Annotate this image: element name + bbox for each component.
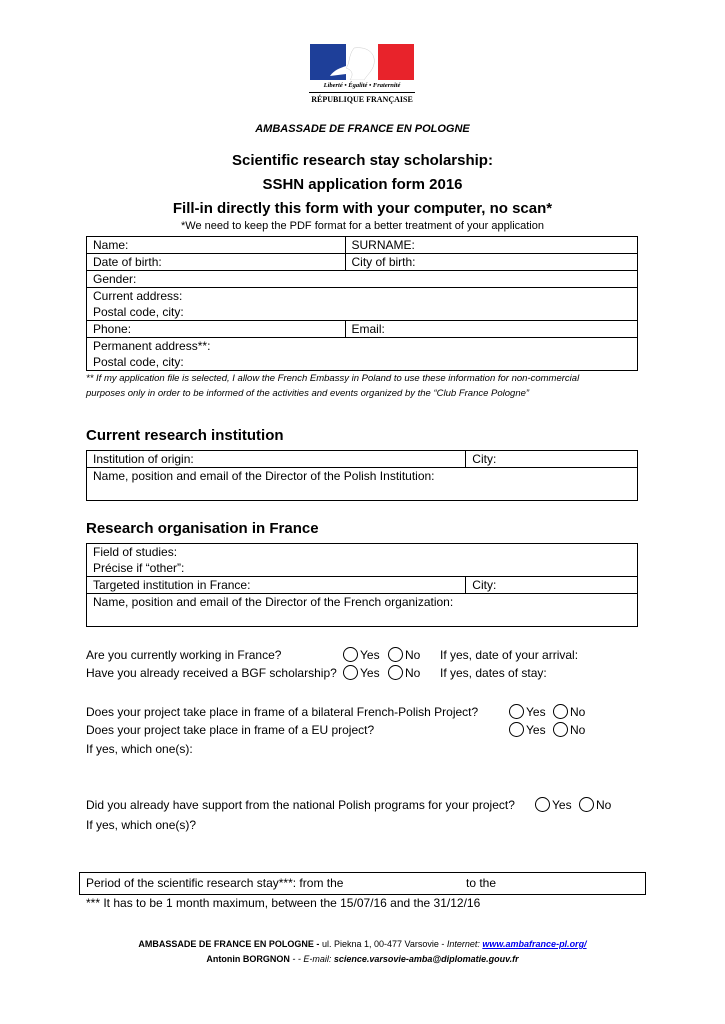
table-row [87,321,638,338]
no-label: No [570,722,586,737]
which-one-label: If yes, which one(s)? [86,818,197,832]
footnote-line1: ** If my application file is selected, I allow the French Embassy in Poland to use these information for non-commercial [86,373,580,384]
current-research-heading: Current research institution [86,427,284,444]
precise-other-label: Précise if “other”: [93,561,185,575]
city-of-birth-field[interactable] [345,254,638,271]
polish-director-field[interactable] [87,468,638,501]
period-from-label: Period of the scientific research stay***: from the [86,876,344,890]
surname-label: SURNAME: [351,238,415,252]
embassy-name: AMBASSADE DE FRANCE EN POLOGNE [255,123,470,135]
table-row [87,577,638,594]
table-row [87,544,638,577]
yes-label: Yes [526,704,546,719]
targeted-institution-label: Targeted institution in France: [93,578,251,592]
gender-field[interactable] [87,271,638,288]
polish-director-label: Name, position and email of the Director of the Polish Institution: [93,469,435,483]
dob-label: Date of birth: [93,255,162,269]
support-no-option[interactable] [579,797,611,812]
which-one-label: If yes, which one(s): [86,742,193,756]
period-note: *** It has to be 1 month maximum, between the 15/07/16 and the 31/12/16 [86,896,481,910]
no-label: No [596,797,612,812]
pdf-format-note: *We need to keep the PDF format for a better treatment of your application [181,220,544,232]
marianne-flag-icon [310,44,414,80]
email-field[interactable] [345,321,638,338]
origin-city-field[interactable] [466,451,638,468]
table-row [87,288,638,321]
gender-label: Gender: [93,272,137,286]
targeted-institution-field[interactable] [87,577,466,594]
dates-of-stay-label: If yes, dates of stay: [440,666,547,680]
institution-origin-field[interactable] [87,451,466,468]
radio-icon[interactable] [535,797,550,812]
name-field[interactable] [87,237,346,254]
table-row [87,254,638,271]
table-row [87,468,638,501]
current-research-table [86,450,638,501]
radio-icon[interactable] [343,665,358,680]
yes-label: Yes [360,647,380,662]
footer-email-label: - - E-mail: [289,954,334,964]
footer-internet-label: Internet: [446,939,483,949]
french-director-label: Name, position and email of the Director of the French organization: [93,595,454,609]
support-yes-option[interactable] [535,797,572,812]
bgf-no-option[interactable] [388,665,420,680]
eu-project-question: Does your project take place in frame of a EU project? [86,723,375,737]
name-label: Name: [93,238,129,252]
permanent-address-label: Permanent address**: [93,339,211,353]
website-link[interactable]: www.ambafrance-pl.org/ [482,939,587,949]
surname-field[interactable] [345,237,638,254]
phone-label: Phone: [93,322,132,336]
france-research-heading: Research organisation in France [86,520,319,537]
footer-email[interactable]: science.varsovie-amba@diplomatie.gouv.fr [333,954,519,964]
permanent-address-field[interactable] [87,338,638,371]
field-of-studies-field[interactable] [87,544,638,577]
table-row [87,451,638,468]
bilateral-no-option[interactable] [553,704,585,719]
form-title-line2: SSHN application form 2016 [262,176,463,193]
table-row [87,271,638,288]
city-of-birth-label: City of birth: [351,255,416,269]
table-row [87,338,638,371]
working-yes-option[interactable] [343,647,380,662]
footer-line2 [0,954,725,964]
eu-yes-option[interactable] [509,722,546,737]
bilateral-yes-option[interactable] [509,704,546,719]
no-label: No [405,665,421,680]
working-no-option[interactable] [388,647,420,662]
footnote-line2: purposes only in order to be informed of the activities and events organized by the “Club France Pologne” [86,388,530,399]
bilateral-question: Does your project take place in frame of a bilateral French-Polish Project? [86,705,479,719]
radio-icon[interactable] [509,704,524,719]
logo-republic: RÉPUBLIQUE FRANÇAISE [309,92,415,104]
institution-origin-label: Institution of origin: [93,452,194,466]
yes-label: Yes [552,797,572,812]
footer-line1 [0,939,725,949]
dob-field[interactable] [87,254,346,271]
no-label: No [405,647,421,662]
france-research-table [86,543,638,627]
bgf-question: Have you already received a BGF scholarship? [86,666,337,680]
france-city-label: City: [472,578,497,592]
table-row [87,594,638,627]
republique-francaise-logo [309,44,415,106]
logo-motto: Liberté • Égalité • Fraternité [323,82,401,89]
footer-address: ul. Piekna 1, 00-477 Varsovie - [319,939,447,949]
form-title-line3: Fill-in directly this form with your computer, no scan* [172,200,553,217]
footer-contact-name: Antonin BORGNON [206,954,290,964]
bgf-yes-option[interactable] [343,665,380,680]
radio-icon[interactable] [579,797,594,812]
origin-city-label: City: [472,452,497,466]
postal-code-label: Postal code, city: [93,355,184,369]
current-address-field[interactable] [87,288,638,321]
period-to-label: to the [466,876,497,890]
current-address-label: Current address: [93,289,183,303]
france-city-field[interactable] [466,577,638,594]
radio-icon[interactable] [388,647,403,662]
personal-info-table [86,236,638,371]
polish-support-question: Did you already have support from the national Polish programs for your project? [86,798,515,812]
phone-field[interactable] [87,321,346,338]
radio-icon[interactable] [553,722,568,737]
postal-code-label: Postal code, city: [93,305,184,319]
radio-icon[interactable] [388,665,403,680]
yes-label: Yes [526,722,546,737]
working-in-france-question: Are you currently working in France? [86,648,282,662]
arrival-date-label: If yes, date of your arrival: [440,648,579,662]
table-row [87,237,638,254]
no-label: No [570,704,586,719]
radio-icon[interactable] [509,722,524,737]
yes-label: Yes [360,665,380,680]
footer-embassy: AMBASSADE DE FRANCE EN POLOGNE - [138,939,320,949]
email-label: Email: [351,322,385,336]
field-of-studies-label: Field of studies: [93,545,178,559]
french-director-field[interactable] [87,594,638,627]
radio-icon[interactable] [553,704,568,719]
form-title-line1: Scientific research stay scholarship: [232,152,493,169]
radio-icon[interactable] [343,647,358,662]
eu-no-option[interactable] [553,722,585,737]
period-field[interactable] [79,872,646,895]
